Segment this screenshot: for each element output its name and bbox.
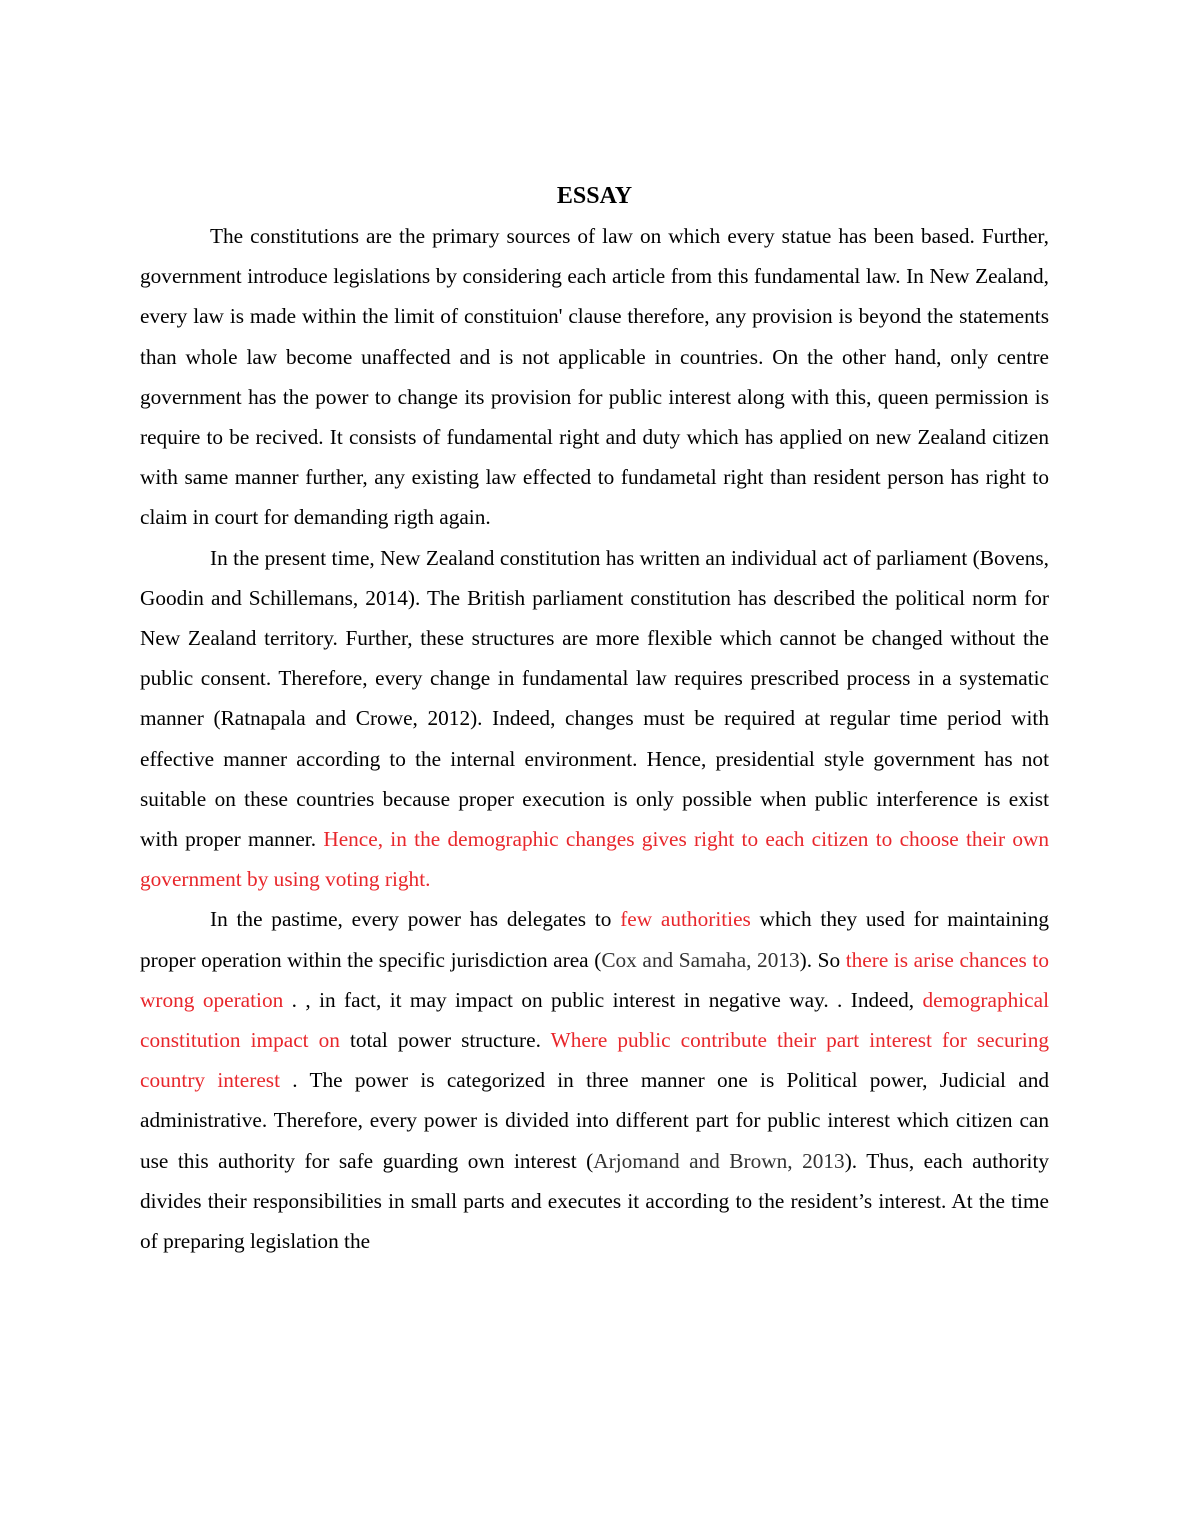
paragraph-text: In the pastime, every power has delegates to [210,907,621,932]
highlighted-text: there is arise chances to wrong operation [140,947,1049,1012]
citation: Arjomand and Brown, 2013 [593,1148,845,1173]
paragraph-text: . , in fact, it may impact on public interest in negative way. . Indeed, [283,987,923,1012]
highlighted-text: few authorities [620,907,751,932]
paragraph-3 [140,899,1049,1261]
paragraph-text: In the present time, New Zealand constitution has written an individual act of parliament (Bovens, Goodin and Schillemans, 2014). The British parliament constitution has described the political norm for New Zealand territory. Further, these structures are more flexible which cannot be changed without the public consent. Therefore, every change in fundamental law requires prescribed process in a systematic manner (Ratnapala and Crowe, 2012). Indeed, changes must be required at regular time period with effective manner according to the internal environment. Hence, presidential style government has not suitable on these countries because proper execution is only possible when public interference is exist with proper manner. [140,545,1049,852]
highlighted-text: Hence, in the demographic changes gives right to each citizen to choose their own government by using voting right. [140,827,1049,892]
paragraph-text: which they used for maintaining proper operation within the specific jurisdiction area ( [140,907,1050,972]
highlighted-text: demographical constitution impact on [140,987,1049,1053]
paragraph-text: ). Thus, each authority divides their responsibilities in small parts and executes it according to the resident’s interest. At the time of preparing legislation the [140,1148,1050,1254]
paragraph-text: . The power is categorized in three manner one is Political power, Judicial and administrative. Therefore, every power is divided into different part for public interest which citizen can use this authority for safe guarding own interest ( [140,1068,1049,1173]
citation: Cox and Samaha, 2013 [601,947,800,972]
paragraph-text: The constitutions are the primary sources of law on which every statue has been based. Further, government introduce legislations by considering each article from this fundamental law. In New Zealand, every law is made within the limit of constituion' clause therefore, any provision is beyond the statements than whole law become unaffected and is not applicable in countries. On the other hand, only centre government has the power to change its provision for public interest along with this, queen permission is require to be recived. It consists of fundamental right and duty which has applied on new Zealand citizen with same manner further, any existing law effected to fundametal right than resident person has right to claim in court for demanding rigth again. [140,224,1049,530]
highlighted-text: Where public contribute their part interest for securing country interest [140,1028,1049,1093]
paragraph-1 [140,216,1049,538]
paragraph-text: total power structure. [339,1028,551,1053]
paragraph-2 [140,538,1049,900]
essay-body [140,176,1049,1261]
essay-title: ESSAY [556,183,633,209]
paragraph-text: ). So [799,947,846,972]
